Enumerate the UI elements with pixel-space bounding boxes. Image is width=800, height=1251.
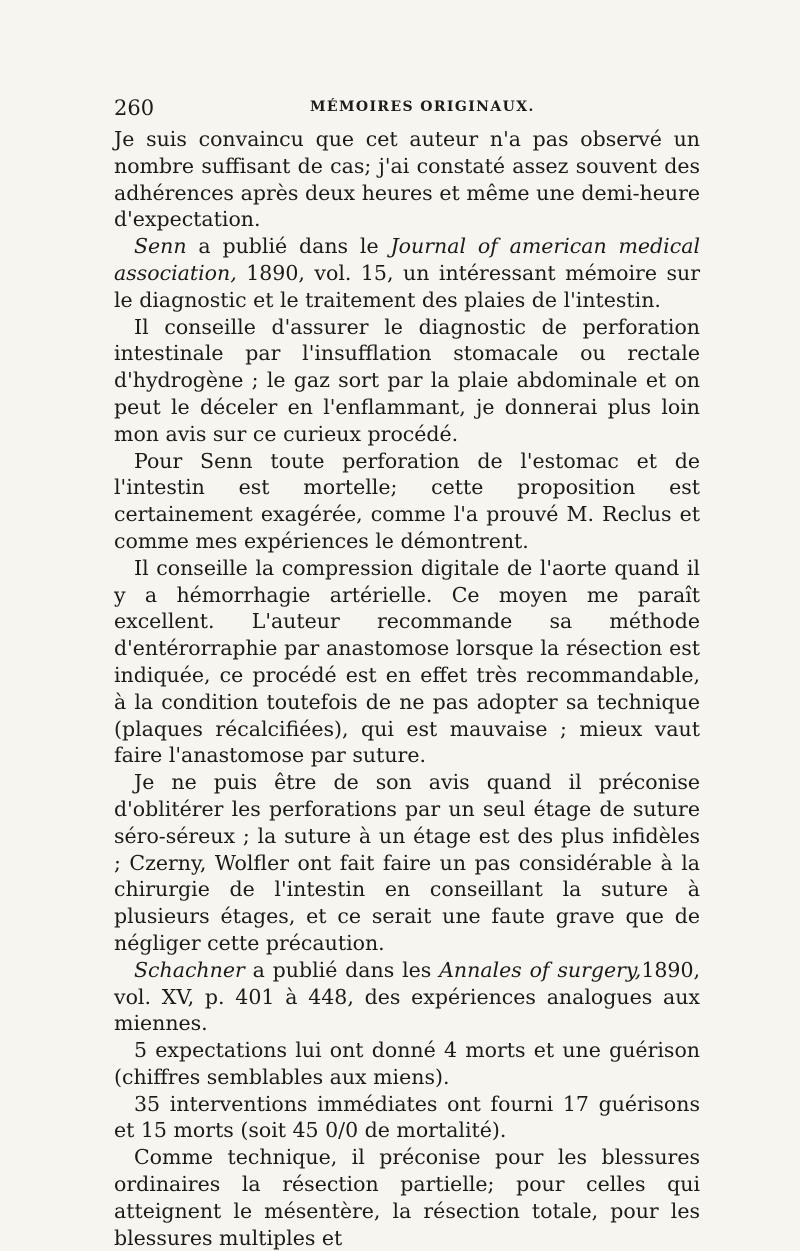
page-number: 260 — [114, 96, 155, 120]
paragraph-text: a publié dans les — [244, 957, 440, 982]
paragraph — [114, 233, 700, 313]
journal-title: Annales of surgery, — [439, 957, 642, 982]
paragraph: 35 interventions immédiates ont fourni 17 guérisons et 15 morts (soit 45 0/0 de mortalité). — [114, 1091, 700, 1143]
paragraph: Je ne puis être de son avis quand il préconise d'oblitérer les perforations par un seul étage de suture séro-séreux ; la suture à un étage est des plus infidèles ; Czerny, Wolfler ont fait faire un pas considérable à la chirurgie de l'intestin en conseillant la suture à plusieurs étages, et ce serait une faute grave que de négliger cette précaution. — [114, 770, 700, 955]
paragraph: Il conseille d'assurer le diagnostic de perforation intestinale par l'insufflation stomacale ou rectale d'hydrogène ; le gaz sort par la plaie abdominale et on peut le déceler en l'enflammant, je donnerai plus loin mon avis sur ce curieux procédé. — [114, 314, 700, 446]
paragraph: Il conseille la compression digitale de l'aorte quand il y a hémorrhagie artérielle. Ce moyen me paraît excellent. L'auteur recommande sa méthode d'entérorraphie par anastomose lorsque la résection est indiquée, ce procédé est en effet très recommandable, à la condition toutefois de ne pas adopter sa technique (plaques récalcifiées), qui est mauvaise ; mieux vaut faire l'anastomose par suture. — [114, 555, 700, 768]
paragraph: Je suis convaincu que cet auteur n'a pas observé un nombre suffisant de cas; j'ai constaté assez souvent des adhérences après deux heures et même une demi-heure d'expectation. — [114, 127, 700, 232]
running-title: MÉMOIRES ORIGINAUX. — [310, 99, 535, 115]
paragraph: 5 expectations lui ont donné 4 morts et une guérison (chiffres semblables aux miens). — [114, 1038, 700, 1089]
paragraph-text: a publié dans le — [186, 234, 391, 259]
paragraph: Comme technique, il préconise pour les blessures ordinaires la résection partielle; pour celles qui atteignent le mésentère, la résection totale, pour les blessures multiples et — [114, 1145, 700, 1250]
paragraph: Pour Senn toute perforation de l'estomac et de l'intestin est mortelle; cette proposition est certainement exagérée, comme l'a prouvé M. Reclus et comme mes expériences le démontrent. — [114, 448, 700, 553]
author-name: Schachner — [134, 957, 245, 982]
paragraph — [114, 957, 700, 1037]
paragraph-text: 1890, vol. 15, un intéressant mémoire sur le diagnostic et le traitement des plaies de l'intestin. — [114, 260, 700, 312]
body-text — [114, 126, 700, 1251]
journal-title: Journal of american medical association, — [114, 234, 700, 285]
running-head — [114, 96, 700, 126]
paragraph-text: 1890, vol. XV, p. 401 à 448, des expériences analogues aux miennes. — [114, 957, 700, 1036]
author-name: Senn — [134, 234, 187, 259]
